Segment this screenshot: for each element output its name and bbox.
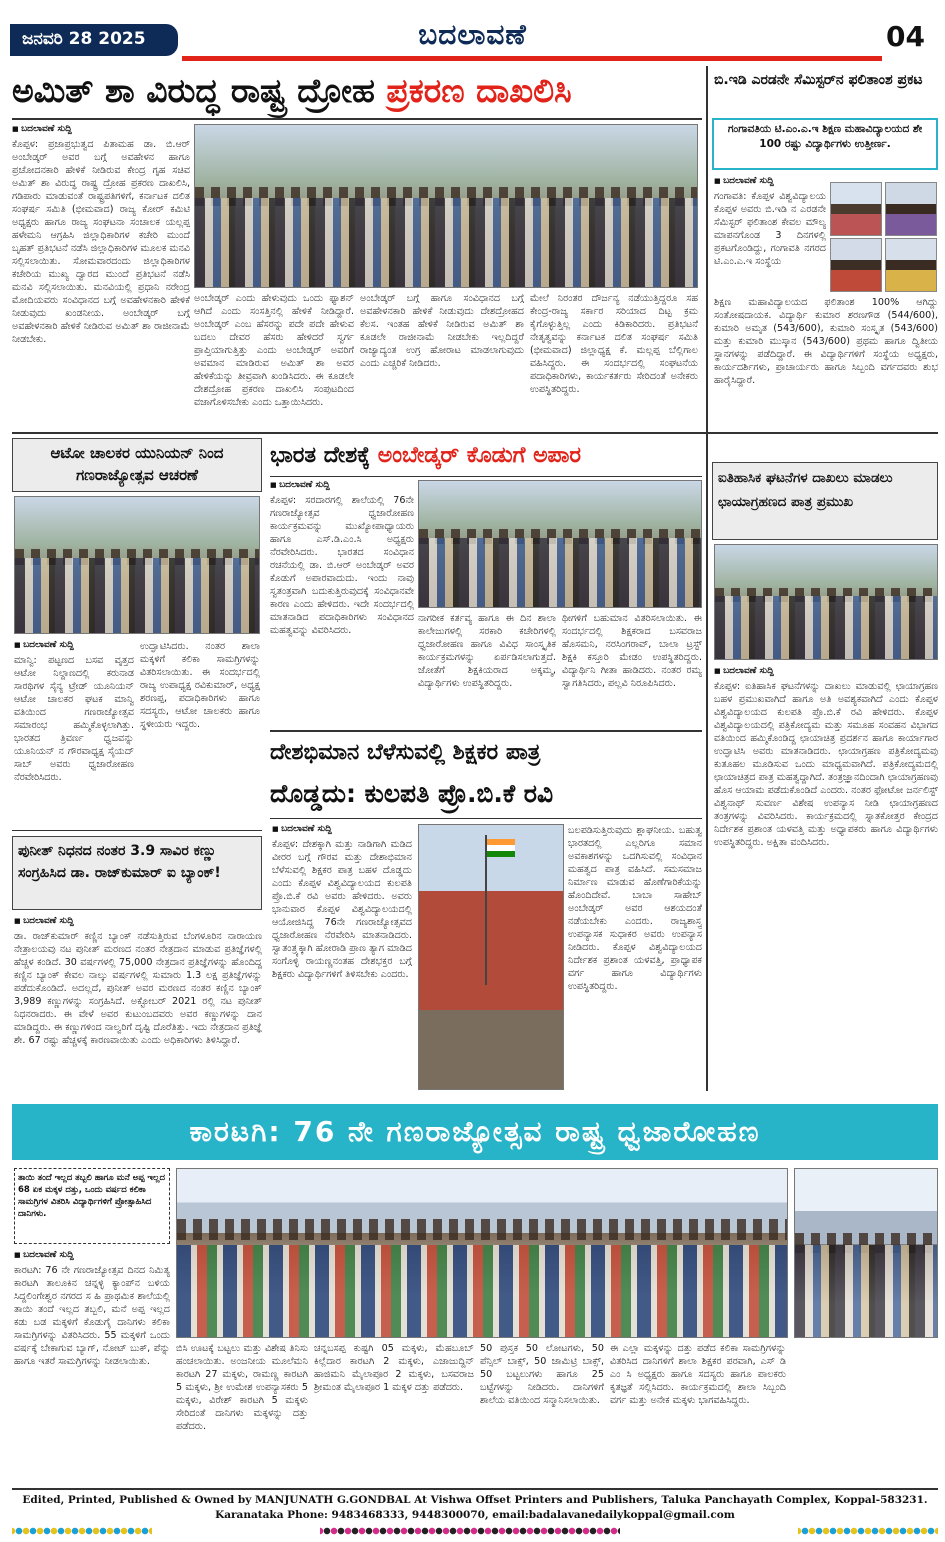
desh-headline-line1: ದೇಶಭಿಮಾನ ಬೆಳೆಸುವಲ್ಲಿ ಶಿಕ್ಷಕರ ಪಾತ್ರ xyxy=(270,740,541,765)
lead-col4: ಮೇಲೆ ನಿರಂತರ ದೌರ್ಜನ್ಯ ನಡೆಯುತ್ತಿದ್ದರೂ ಸಹ ಕೇಂದ್ರ-ರಾಜ್ಯ ಸರ್ಕಾರ ಸರಿಯಾದ ದಿಟ್ಟ ಕ್ರಮ ಕೈಗೊಳ್ಳುತ್ತಿಲ್ಲ ಎಂದು ಕಿಡಿಕಾರಿದರು. ಪ್ರತಿಭಟನೆ ನೇತೃತ್ವವನ್ನು ಕರ್ನಾಟಕ ದಲಿತ ಸಂಘರ್ಷ ಸಮಿತಿ (ಭೀಮವಾದ) ಜಿಲ್ಲಾಧ್ಯಕ್ಷ ಕೆ. ಮಲ್ಲಪ್ಪ ಬೆಲ್ಲಿಗಾಲ ವಹಿಸಿದ್ದರು. ಈ ಸಂದರ್ಭದಲ್ಲಿ ಸಂಘಟನೆಯ ಪದಾಧಿಕಾರಿಗಳು, ಕಾರ್ಯಕರ್ತರು ಸೇರಿದಂತೆ ಅನೇಕರು ಉಪಸ್ಥಿತರಿದ್ದರು. xyxy=(530,293,698,395)
lead-byline: ■ ಬದಲಾವಣೆ ಸುದ್ದಿ xyxy=(12,124,72,134)
lead-photo xyxy=(194,124,698,288)
karatagi-photo-main xyxy=(176,1168,788,1338)
student-photo-4 xyxy=(885,238,937,292)
masthead-title: ಬದಲಾವಣೆ xyxy=(418,18,527,51)
bed-student-photos xyxy=(830,182,938,292)
bed-body-top: ಗಂಗಾವತಿ: ಕೊಪ್ಪಳ ವಿಶ್ವವಿದ್ಯಾಲಯ ಕೊಪ್ಪಳ ಅವರು ಬಿ.ಇಡಿ ನ ಎರಡನೇ ಸೆಮಿಸ್ಟರ್ ಫಲಿತಾಂಶ ಕೇವಲ ಮೌಲ್ಯ ಮಾಪನಗೊಂಡ 3 ದಿನಗಳಲ್ಲಿ ಪ್ರಕಟಗೊಂಡಿದ್ದು, ಗಂಗಾವತಿ ನಗರದ ಟಿ.ಎಂ.ಎ.ಇ ಸಂಸ್ಥೆಯ xyxy=(714,191,826,267)
registration-dots-mid xyxy=(320,1526,620,1536)
ambedkar-col2: ನಾಗರೀಕ ಕರ್ತವ್ಯ ಹಾಗೂ ಈ ದಿನ ಶಾಲಾ ಕಾಲೇಜುಗಳಲ್ಲಿ ಸರಕಾರಿ ಕಚೇರಿಗಳಲ್ಲಿ ಧ್ವಜಾರೋಹಣ ಹಾಗೂ ವಿವಿಧ ಸಾಂಸ್ಕೃತಿಕ ಕಾರ್ಯಕ್ರಮಗಳನ್ನು ಏರ್ಪಡಿಸಲಾಗುತ್ತದೆ. ಜೋತೆಗೆ ಶಿಕ್ಷಕಿಯರಾದ ಅಕ್ಕಮ್ಮ, ವಿದ್ಯಾರ್ಥಿಗಳು ಉಪಸ್ಥಿತರಿದ್ದರು. xyxy=(418,613,556,689)
karatagi-photo-side xyxy=(794,1168,938,1338)
history-headline: ಐತಿಹಾಸಿಕ ಘಟನೆಗಳ ದಾಖಲು ಮಾಡಲು ಛಾಯಾಗ್ರಹಣದ ಪಾತ್ರ ಪ್ರಮುಖ xyxy=(718,470,893,510)
ambedkar-headline-red: ಅಂಬೇಡ್ಕರ್ ಕೊಡುಗೆ ಅಪಾರ xyxy=(377,443,582,468)
lead-headline-black: ಅಮಿತ್ ಶಾ ವಿರುದ್ಧ ರಾಷ್ಟ್ರ ದ್ರೋಹ xyxy=(12,71,375,110)
student-photo-1 xyxy=(830,182,882,236)
puneeth-byline: ■ ಬದಲಾವಣೆ ಸುದ್ದಿ xyxy=(14,916,74,926)
karatagi-col2: ಬಿಸಿ ಊಟಕ್ಕೆ ಬಟ್ಟಲು ಮತ್ತು ವಿಶೇಷ ತಿನಿಸು ಹಂಚಲಾಯಿತು. ಅಂಜನೀಯ ಮೂಲೆಮನಿ ಕಾರಟಗಿ 27 ಮಕ್ಕಳು, ರಾಮಣ್ಣ ಕಾರಟಗಿ 5 ಮಕ್ಕಳು, ಶ್ರೀ ಉಮೇಶ ಉಪನ್ಯಾಸಕರು 5 ಮಕ್ಕಳು, ವಿರೇಶ್ ಕಾರಟಗಿ 5 ಮಕ್ಕಳು ಸೇರಿದಂತೆ ದಾನಿಗಳು ಮಕ್ಕಳನ್ನು ದತ್ತು ಪಡೆದರು. xyxy=(176,1343,308,1432)
bed-teaser: ಗಂಗಾವತಿಯ ಟಿ.ಎಂ.ಎ.ಇ ಶಿಕ್ಷಣ ಮಹಾವಿದ್ಯಾಲಯದ ಶೇ 100 ರಷ್ಟು ವಿದ್ಯಾರ್ಥಿಗಳು ಉತ್ತೀರ್ಣ. xyxy=(727,123,923,150)
auto-headline: ಆಟೋ ಚಾಲಕರ ಯುನಿಯನ್‌ ನಿಂದ ಗಣರಾಜ್ಯೋತ್ಸವ ಆಚರಣೆ xyxy=(50,444,224,484)
desh-headline-line2: ದೊಡ್ಡದು: ಕುಲಪತಿ ಪ್ರೊ.ಬಿ.ಕೆ ರವಿ xyxy=(270,779,554,808)
karatagi-col3: ಚನ್ನಬಸಪ್ಪ ಕುಷ್ಟಗಿ 05 ಮಕ್ಕಳು, ಮೆಹಬೂಬ್ ಕಿಲ್ಲೆದಾರ ಕಾರಟಗಿ 2 ಮಕ್ಕಳು, ಎಜಾಜುದ್ದಿನ್ ಹಾಜಿಮನಿ ಮೈಲಾಪೂರ 2 ಮಕ್ಕಳು, ಬಸವರಾಜ ಶ್ರೀಮಂತ ಮೈಲಾಪೂರ 1 ಮಕ್ಕಳ ದತ್ತು ಪಡೆದರು. xyxy=(314,1343,474,1393)
history-photo xyxy=(714,544,938,660)
ambedkar-headline xyxy=(270,438,702,476)
auto-col1: ಮಾನ್ವಿ: ಪಟ್ಟಣದ ಬಸವ ವೃತ್ತದ ಆಟೋ ನಿಲ್ದಾಣದಲ್ಲಿ ಕರುನಾಡ ಸಾರಥಿಗಳ ಸೈನ್ಯ ಟ್ರೇಡ್ ಯೂನಿಯನ್ ಆಟೋ ಚಾಲಕರ ಘಟಕ ಮಾನ್ವಿ ವತಿಯಿಂದ ಗಣರಾಜ್ಯೋತ್ಸವ ಸಮಾರಂಭ ಹಮ್ಮಿಕೊಳ್ಳಲಾಗಿತ್ತು. ಭಾರತದ ತ್ರಿವರ್ಣ ಧ್ವಜವನ್ನು ಯೂನಿಯನ್ ನ ಗೌರವಾಧ್ಯಕ್ಷ ಸೈಯದ್ ಸಾಬ್ ಅವರು ಧ್ವಜಾರೋಹಣ ನೆರವೇರಿಸಿದರು. xyxy=(14,655,134,783)
auto-col2: ಉದ್ಘಾಟಿಸಿದರು. ನಂತರ ಶಾಲಾ ಮಕ್ಕಳಿಗೆ ಕಲಿಕಾ ಸಾಮಗ್ರಿಗಳನ್ನು ವಿತರಿಸಲಾಯಿತು. ಈ ಸಂದರ್ಭದಲ್ಲಿ ರಾಜ್ಯ ಉಪಾಧ್ಯಕ್ಷ ರವಿಕುಮಾರ್, ಅಧ್ಯಕ್ಷ ಶರಣಪ್ಪ, ಪದಾಧಿಕಾರಿಗಳು ಹಾಗೂ ಸದಸ್ಯರು, ಆಟೋ ಚಾಲಕರು ಹಾಗೂ ಸ್ಥಳೀಯರು ಇದ್ದರು. xyxy=(140,641,260,730)
history-byline: ■ ಬದಲಾವಣೆ ಸುದ್ದಿ xyxy=(714,666,774,676)
karatagi-col5: ಈ ಎಲ್ಲಾ ಮಕ್ಕಳನ್ನು ದತ್ತು ಪಡೆದ ಕಲಿಕಾ ಸಾಮಗ್ರಿಗಳನ್ನು ವಿತರಿಸಿದ ದಾನಿಗಳಿಗೆ ಶಾಲಾ ಶಿಕ್ಷಕರ ಪರವಾಗಿ, ಎಸ್ ಡಿ ಎಂ ಸಿ ಅಧ್ಯಕ್ಷರು ಹಾಗೂ ಸದಸ್ಯರು ಹಾಗೂ ಪಾಲಕರು ಕೃತಜ್ಞತೆ ಸಲ್ಲಿಸಿದರು. ಕಾರ್ಯಕ್ರಮದಲ್ಲಿ ಶಾಲಾ ಸಿಬ್ಬಂದಿ ವರ್ಗ ಮತ್ತು ಅನೇಕ ಮಕ್ಕಳು ಭಾಗವಹಿಸಿದ್ದರು. xyxy=(610,1343,786,1406)
karatagi-byline: ■ ಬದಲಾವಣೆ ಸುದ್ದಿ xyxy=(14,1250,74,1260)
desh-col1: ಕೊಪ್ಪಳ: ದೇಶಕ್ಕಾಗಿ ಮತ್ತು ನಾಡಿಗಾಗಿ ಮಡಿದ ವೀರರ ಬಗ್ಗೆ ಗೌರವ ಮತ್ತು ದೇಶಾಭಿಮಾನ ಬೆಳೆಸುವಲ್ಲಿ ಶಿಕ್ಷಕರ ಪಾತ್ರ ಬಹಳ ದೊಡ್ಡದು ಎಂದು ಕೊಪ್ಪಳ ವಿಶ್ವವಿದ್ಯಾಲಯದ ಕುಲಪತಿ ಪ್ರೊ.ಬಿ.ಕೆ ರವಿ ಅವರು ಹೇಳಿದರು. ಅವರು ಭಾನುವಾರ ಕೊಪ್ಪಳ ವಿಶ್ವವಿದ್ಯಾಲಯದಲ್ಲಿ ಆಯೋಜಿಸಿದ್ದ 76ನೇ ಗಣರಾಜ್ಯೋತ್ಸವದ ಧ್ವಜಾರೋಹಣ ನೆರವೇರಿಸಿ ಮಾತನಾಡಿದರು. ಸ್ವಾತಂತ್ರ್ಯಕ್ಕಾಗಿ ಹೋರಾಡಿ ಪ್ರಾಣ ತ್ಯಾಗ ಮಾಡಿದ ಸಂಗೊಳ್ಳಿ ರಾಯಣ್ಣನಂತಹ ದೇಶಭಕ್ತರ ಬಗ್ಗೆ ಶಿಕ್ಷಕರು ವಿದ್ಯಾರ್ಥಿಗಳಿಗೆ ತಿಳಿಸಬೇಕು ಎಂದರು. xyxy=(272,839,412,980)
lead-col3: ಅಂಬೇಡ್ಕರ್ ಬಗ್ಗೆ ಹಾಗೂ ಸಂವಿಧಾನದ ಬಗ್ಗೆ ಅವಹೇಳನಕಾರಿ ಹೇಳಿಕೆ ನೀಡುವುದು ದೇಶದ್ರೋಹದ ಕೆಲಸ. ಇಂತಹ ಹೇಳಿಕೆ ನೀಡಿರುವ ಅಮಿತ್ ಶಾ ಕೂಡಲೇ ರಾಜೀನಾಮೆ ನೀಡಬೇಕು ಇಲ್ಲದಿದ್ದರೆ ರಾಜ್ಯಾದ್ಯಂತ ಉಗ್ರ ಹೋರಾಟ ಮಾಡಲಾಗುವುದು ಎಂದು ಎಚ್ಚರಿಕೆ ನೀಡಿದರು. xyxy=(360,293,524,369)
karatagi-callout: ತಾಯಿ ತಂದೆ ಇಲ್ಲದ ತಬ್ಬಲಿ ಹಾಗೂ ಮನೆ ಅಪ್ಪ ಇಲ್ಲದ 68 ಏಕ ಮಕ್ಕಳ ದತ್ತು, ಒಂದು ವರ್ಷದ ಕಲಿಕಾ ಸಾಮಗ್ರಿಗಳ ವಿತರಿಸಿ ವಿದ್ಯಾರ್ಥಿಗಳಿಗೆ ಪ್ರೋತ್ಸಾಹಿಸಿದ ದಾನಿಗಳು. xyxy=(18,1173,165,1219)
karatagi-banner-text: ಕಾರಟಗಿ: 76 ನೇ ಗಣರಾಜ್ಯೋತ್ಸವ ರಾಷ್ಟ್ರ ಧ್ವಜಾರೋಹಣ xyxy=(189,1115,761,1148)
vertical-divider xyxy=(706,66,708,1091)
footer-line2: Karanataka Phone: 9483468333, 9448300070, email:badalavanedailykoppal@gmail.com xyxy=(215,1509,735,1521)
puneeth-headline: ಪುನೀತ್ ನಿಧನದ ನಂತರ 3.9 ಸಾವಿರ ಕಣ್ಣು ಸಂಗ್ರಹಿಸಿದ ಡಾ. ರಾಜ್‌ಕುಮಾರ್ ಐ ಬ್ಯಾಂಕ್! xyxy=(18,843,221,881)
masthead xyxy=(0,0,945,62)
lead-col1: ಕೊಪ್ಪಳ: ಪ್ರಜಾಪ್ರಭುತ್ವದ ಪಿತಾಮಹ ಡಾ. ಬಿ.ಆರ್ ಅಂಬೇಡ್ಕರ್ ಅವರ ಬಗ್ಗೆ ಅವಹೇಳನ ಹಾಗೂ ಪ್ರಚೋದನಕಾರಿ ಹೇಳಿಕೆ ನೀಡಿರುವ ಕೇಂದ್ರ ಗೃಹ ಸಚಿವ ಅಮಿತ್ ಶಾ ವಿರುದ್ಧ ರಾಷ್ಟ್ರ ದ್ರೋಹ ಪ್ರಕರಣ ದಾಖಲಿಸಿ, ಗಡಿಪಾರು ಮಾಡುವಂತೆ ರಾಷ್ಟ್ರಪತಿಗಳಿಗೆ, ಕರ್ನಾಟಕ ದಲಿತ ಸಂಘರ್ಷ ಸಮಿತಿ (ಭೀಮವಾದ) ರಾಜ್ಯ ಕೋರ್ ಕಮಿಟಿ ಅಧ್ಯಕ್ಷರು ಹಾಗೂ ರಾಜ್ಯ ಸಂಘಟನಾ ಸಂಚಾಲಕ ಯಲ್ಲಪ್ಪ ಹಳೇಮನಿ ಆಗ್ರಹಿಸಿ ಜಿಲ್ಲಾಧಿಕಾರಿಗಳ ಕಚೇರಿ ಮುಂದೆ ಬೃಹತ್ ಪ್ರತಿಭಟನೆ ನಡೆಸಿ ಜಿಲ್ಲಾಧಿಕಾರಿಗಳ ಮೂಲಕ ಮನವಿ ಸಲ್ಲಿಸಲಾಯಿತು. ಸೋಮವಾರದಂದು ಜಿಲ್ಲಾಧಿಕಾರಿಗಳ ಕಚೇರಿಯ ಮುಖ್ಯ ದ್ವಾರದ ಮುಂದೆ ಪ್ರತಿಭಟನೆ ನಡೆಸಿ ಮನವಿ ಸಲ್ಲಿಸಲಾಯಿತು. ಮನವಿಯಲ್ಲಿ ಪ್ರಧಾನಿ ನರೇಂದ್ರ ಮೋದಿಯವರು ಸಂವಿಧಾನದ ಬಗ್ಗೆ ಅವಹೇಳನಕಾರಿ ಹೇಳಿಕೆ ನೀಡುವುದು ಖಂಡನೀಯ. ಅಂಬೇಡ್ಕರ್ ಬಗ್ಗೆ ಅವಹೇಳನಕಾರಿ ಹೇಳಿಕೆ ನೀಡಿರುವ ಅಮಿತ್ ಶಾ ರಾಜೀನಾಮೆ ನೀಡಬೇಕು. xyxy=(12,139,190,345)
registration-dots-right xyxy=(798,1526,938,1536)
student-photo-2 xyxy=(885,182,937,236)
lead-headline xyxy=(12,66,702,118)
page-number: 04 xyxy=(886,20,925,53)
registration-dots-left xyxy=(12,1526,152,1536)
ambedkar-col3: ಥೀಗಳಿಗೆ ಬಹುಮಾನ ವಿತರಿಸಲಾಯಿತು. ಈ ಸಂದರ್ಭದಲ್ಲಿ ಶಿಕ್ಷಕರಾದ ಬಸವರಾಜ ಹೊಸಮನಿ, ನರಸಿಂಗರಾವ್, ಬಾಲಾ ಟ್ರಸ್ಟ್ ಶಿಕ್ಷಕಿ ಕಸ್ತೂರಿ ಮೇಡಂ ಉಪಸ್ಥಿತರಿದ್ದರು. ವಿದ್ಯಾರ್ಥಿನಿ ಗೀತಾ ಹಾಡಿದರು. ನಂತರ ರಮ್ಯ ಸ್ವಾಗತಿಸಿದರು, ಪಲ್ಲವಿ ನಿರೂಪಿಸಿದರು. xyxy=(562,613,702,689)
ambedkar-byline: ■ ಬದಲಾವಣೆ ಸುದ್ದಿ xyxy=(270,480,330,490)
karatagi-col1: ಕಾರಟಗಿ: 76 ನೇ ಗಣರಾಜ್ಯೋತ್ಸವ ದಿನದ ನಿಮಿತ್ಯ ಕಾರಟಗಿ ತಾಲೂಕಿನ ಚನ್ನಳ್ಳಿ ಕ್ಯಾಂಪ್‌ನ ಬಳಿಯ ಸಿದ್ದಲಿಂಗೇಶ್ವರ ನಗರದ ಸ ಹಿ ಪ್ರಾಥಮಿಕ ಶಾಲೆಯಲ್ಲಿ ತಾಯಿ ತಂದೆ ಇಲ್ಲದ ತಬ್ಬಲಿ, ಮನೆ ಅಪ್ಪ ಇಲ್ಲದ ಕಡು ಬಡ ಮಕ್ಕಳಿಗೆ ಕೊಡುಗೈ ದಾನಿಗಳು ಕಲಿಕಾ ಸಾಮಗ್ರಿಗಳನ್ನು ವಿತರಿಸಿದರು. 55 ಮಕ್ಕಳಿಗೆ ಒಂದು ವರ್ಷಕ್ಕೆ ಬೇಕಾಗುವ ಬ್ಯಾಗ್, ನೋಟ್ ಬುಕ್, ಪೆನ್ನು ಹಾಗೂ ಇತರೆ ಸಾಮಗ್ರಿಗಳನ್ನು ನೀಡಲಾಯಿತು. xyxy=(14,1265,170,1367)
footer-line1: Edited, Printed, Published & Owned by MANJUNATH G.GONDBAL At Vishwa Offset Printers and Publishers, Taluka Panchayath Complex, Koppal-583231. xyxy=(22,1494,928,1506)
desh-photo xyxy=(418,824,564,1090)
student-photo-3 xyxy=(830,238,882,292)
history-body: ಕೊಪ್ಪಳ: ಐತಿಹಾಸಿಕ ಘಟನೆಗಳನ್ನು ದಾಖಲು ಮಾಡುವಲ್ಲಿ ಛಾಯಾಗ್ರಹಣ ಬಹಳ ಪ್ರಮುಖವಾಗಿದೆ ಹಾಗೂ ಅತಿ ಅವಶ್ಯಕವಾಗಿದೆ ಎಂದು ಕೊಪ್ಪಳ ವಿಶ್ವವಿದ್ಯಾಲಯದ ಕುಲಪತಿ ಪ್ರೊ.ಬಿ.ಕೆ ರವಿ ಹೇಳಿದರು. ಕೊಪ್ಪಳ ವಿಶ್ವವಿದ್ಯಾಲಯದಲ್ಲಿ ಪತ್ರಿಕೋದ್ಯಮ ಮತ್ತು ಸಮೂಹ ಸಂವಹನ ವಿಭಾಗದ ವತಿಯಿಂದ ಹಮ್ಮಿಕೊಂಡಿದ್ದ ಛಾಯಾಚಿತ್ರ ಪ್ರದರ್ಶನ ಹಾಗೂ ಕಾರ್ಯಾಗಾರ ಉದ್ಘಾಟಿಸಿ ಅವರು ಮಾತನಾಡಿದರು. ಛಾಯಾಗ್ರಹಣ ಪತ್ರಿಕೋದ್ಯಮವು ಕುತೂಹಲ ಮೂಡಿಸುವ ಒಂದು ಮಾಧ್ಯಮವಾಗಿದೆ. ಪತ್ರಿಕೋದ್ಯಮದಲ್ಲಿ ಛಾಯಾಚಿತ್ರದ ಪಾತ್ರ ಮಹತ್ವದ್ದಾಗಿದೆ. ತಂತ್ರಜ್ಞಾನದಿಂದಾಗಿ ಛಾಯಾಗ್ರಹಣವು ಹೊಸ ಆಯಾಮ ಪಡೆದುಕೊಂಡಿದೆ ಎಂದರು. ನಂತರ ಫೋಟೋ ಜರ್ನಲಿಸ್ಟ್ ವಿಶ್ವನಾಥ್ ಸುವರ್ಣ ವಿಶೇಷ ಉಪನ್ಯಾಸ ನೀಡಿ ಛಾಯಾಗ್ರಹಣದ ತಂತ್ರಗಳನ್ನು ವಿವರಿಸಿದರು. ಕಾರ್ಯಕ್ರಮದಲ್ಲಿ ಸ್ನಾತಕೋತ್ತರ ಕೇಂದ್ರದ ನಿರ್ದೇಶಕ ಪ್ರಶಾಂತ ಯಳವತ್ತಿ ಮತ್ತು ಅಧ್ಯಾಪಕರು ಹಾಗೂ ವಿದ್ಯಾರ್ಥಿಗಳು ಉಪಸ್ಥಿತರಿದ್ದರು. ಅಕ್ಷಿತಾ ವಂದಿಸಿದರು. xyxy=(714,681,938,848)
masthead-red-rule xyxy=(182,56,882,61)
auto-photo xyxy=(14,496,260,634)
desh-col2: ಬಲಪಡಿಸುತ್ತಿರುವುದು ಶ್ಲಾಘನೀಯ. ಬಹುತ್ವ ಭಾರತದಲ್ಲಿ ಎಲ್ಲರಿಗೂ ಸಮಾನ ಅವಕಾಶಗಳನ್ನು ಒದಗಿಸುವಲ್ಲಿ ಸಂವಿಧಾನ ಮಹತ್ವದ ಪಾತ್ರ ವಹಿಸಿದೆ. ಸಮಸಮಾಜ ನಿರ್ಮಾಣ ಮಾಡುವ ಹೊಣೆಗಾರಿಕೆಯನ್ನು ಹೊಂದಿದೇವೆ. ಬಾಬಾ ಸಾಹೇಬ್ ಅಂಬೇಡ್ಕರ್ ಅವರ ಆಶಯದಂತೆ ನಡೆಯಬೇಕು ಎಂದರು. ರಾಜ್ಯಶಾಸ್ತ್ರ ಉಪನ್ಯಾಸಕ ಸುಧಾಕರ ಅವರು ಉಪನ್ಯಾಸ ನೀಡಿದರು. ಕೊಪ್ಪಳ ವಿಶ್ವವಿದ್ಯಾಲಯದ ನಿರ್ದೇಶಕ ಪ್ರಶಾಂತ ಯಳವತ್ತಿ, ಪ್ರಾಧ್ಯಾಪಕ ವರ್ಗ ಹಾಗೂ ವಿದ್ಯಾರ್ಥಿಗಳು ಉಪಸ್ಥಿತರಿದ್ದರು. xyxy=(568,825,702,992)
flag-icon xyxy=(485,835,487,985)
auto-byline: ■ ಬದಲಾವಣೆ ಸುದ್ದಿ xyxy=(14,640,74,650)
ambedkar-photo xyxy=(418,480,702,608)
ambedkar-headline-black: ಭಾರತ ದೇಶಕ್ಕೆ xyxy=(270,443,371,468)
desh-byline: ■ ಬದಲಾವಣೆ ಸುದ್ದಿ xyxy=(272,824,332,834)
bed-body-bottom: ಶಿಕ್ಷಣ ಮಹಾವಿದ್ಯಾಲಯದ ಫಲಿತಾಂಶ 100% ಆಗಿದ್ದು ಸಂತೋಷದಾಯಕ. ವಿದ್ಯಾರ್ಥಿ ಕುಮಾರ ಶರಣಗೌಡ (544/600), ಕುಮಾರಿ ಅಮೃತ (543/600), ಕುಮಾರಿ ಸಂಸ್ಕೃತ (543/600) ಮತ್ತು ಕುಮಾರಿ ಮುಸ್ಕಾನ (543/600) ಪ್ರಥಮ ಹಾಗೂ ದ್ವಿತೀಯ ಸ್ಥಾನಗಳನ್ನು ಪಡೆದಿದ್ದಾರೆ. ಈ ವಿದ್ಯಾರ್ಥಿಗಳಿಗೆ ಸಂಸ್ಥೆಯ ಅಧ್ಯಕ್ಷರು, ಕಾರ್ಯದರ್ಶಿಗಳು, ಪ್ರಾಚಾರ್ಯರು ಹಾಗೂ ಸಿಬ್ಬಂದಿ ವರ್ಗದವರು ಶುಭ ಹಾರೈಸಿದ್ದಾರೆ. xyxy=(714,297,938,386)
date-text: ಜನವರಿ 28 2025 xyxy=(22,29,146,49)
bed-byline: ■ ಬದಲಾವಣೆ ಸುದ್ದಿ xyxy=(714,176,774,186)
bed-headline: ಬಿ.ಇಡಿ ಎರಡನೇ ಸೆಮಿಸ್ಟರ್‌ನ ಫಲಿತಾಂಶ ಪ್ರಕಟ xyxy=(714,72,923,88)
lead-col2: ಅಂಬೇಡ್ಕರ್ ಎಂದು ಹೇಳುವುದು ಒಂದು ಫ್ಯಾಶನ್ ಆಗಿದೆ ಎಂದು ಸಂಸತ್ತಿನಲ್ಲಿ ಹೇಳಿಕೆ ನೀಡಿದ್ದಾರೆ. ಅಂಬೇಡ್ಕರ್ ಎಂಬ ಹೆಸರನ್ನು ಪದೇ ಪದೇ ಹೇಳುವ ಬದಲು ದೇವರ ಹೆಸರು ಹೇಳಿದರೆ ಸ್ವರ್ಗ ಪ್ರಾಪ್ತಿಯಾಗುತ್ತಿತ್ತು ಎಂದು ಅಂಬೇಡ್ಕರ್ ಅವರಿಗೆ ಅವಮಾನ ಮಾಡಿರುವ ಅಮಿತ್ ಶಾ ಅವರ ಹೇಳಿಕೆಯನ್ನು ತೀವ್ರವಾಗಿ ಖಂಡಿಸಿದರು. ಈ ಕೂಡಲೇ ದೇಶದ್ರೋಹ ಪ್ರಕರಣ ದಾಖಲಿಸಿ ಸಂಪುಟದಿಂದ ವಜಾಗೊಳಿಸಬೇಕು ಎಂದು ಒತ್ತಾಯಿಸಿದರು. xyxy=(194,293,354,408)
ambedkar-col1: ಕೊಪ್ಪಳ: ಸರದಾರಗಲ್ಲಿ ಶಾಲೆಯಲ್ಲಿ 76ನೇ ಗಣರಾಜ್ಯೋತ್ಸವ ಧ್ವಜಾರೋಹಣ ಕಾರ್ಯಕ್ರಮವನ್ನು ಮುಖ್ಯೋಪಾಧ್ಯಾಯರು ಹಾಗೂ ಎಸ್.ಡಿ.ಎಂ.ಸಿ ಅಧ್ಯಕ್ಷರು ನೆರವೇರಿಸಿದರು. ಭಾರತದ ಸಂವಿಧಾನ ರಚನೆಯಲ್ಲಿ ಡಾ. ಬಿ.ಆರ್ ಅಂಬೇಡ್ಕರ್ ಅವರ ಕೊಡುಗೆ ಅಪಾರವಾದುದು. ಇಂದು ನಾವು ಸ್ವತಂತ್ರವಾಗಿ ಬದುಕುತ್ತಿರುವುದಕ್ಕೆ ಸಂವಿಧಾನವೇ ಕಾರಣ ಎಂದು ಹೇಳಿದರು. ಇದೇ ಸಂದರ್ಭದಲ್ಲಿ ಮಾತನಾಡಿದ ಪದಾಧಿಕಾರಿಗಳು ಸಂವಿಧಾನದ ಮಹತ್ವವನ್ನು ವಿವರಿಸಿದರು. xyxy=(270,495,414,636)
puneeth-body: ಡಾ. ರಾಜ್‌ಕುಮಾರ್ ಕಣ್ಣಿನ ಬ್ಯಾಂಕ್ ನಡೆಸುತ್ತಿರುವ ಬೆಂಗಳೂರಿನ ನಾರಾಯಣ ನೇತ್ರಾಲಯವು ನಟ ಪುನೀತ್ ಮರಣದ ನಂತರ ನೇತ್ರದಾನ ಮಾಡುವ ಪ್ರತಿಜ್ಞೆಗಳಲ್ಲಿ ಹೆಚ್ಚಳ ಕಂಡಿದೆ. 30 ವರ್ಷಗಳಲ್ಲಿ 75,000 ನೇತ್ರದಾನ ಪ್ರತಿಜ್ಞೆಗಳನ್ನು ಹೊಂದಿದ್ದ ಕಣ್ಣಿನ ಬ್ಯಾಂಕ್ ಕೇವಲ ನಾಲ್ಕು ವರ್ಷಗಳಲ್ಲಿ ಸುಮಾರು 1.3 ಲಕ್ಷ ಪ್ರತಿಜ್ಞೆಗಳನ್ನು ಪಡೆದುಕೊಂಡಿದೆ. ಅದಲ್ಲದೆ, ಪುನೀತ್ ಅವರ ಮರಣದ ನಂತರ ಕಣ್ಣಿನ ಬ್ಯಾಂಕ್ 3,989 ಕಣ್ಣುಗಳನ್ನು ಸಂಗ್ರಹಿಸಿದೆ. ಅಕ್ಟೋಬರ್ 2021 ರಲ್ಲಿ ನಟ ಪುನೀತ್ ನಿಧನರಾದರು. ಈ ವೇಳೆ ಅವರ ಕುಟುಂಬದವರು ಅವರ ಕಣ್ಣುಗಳನ್ನು ದಾನ ಮಾಡಿದ್ದರು. ಈ ಕಣ್ಣುಗಳಿಂದ ನಾಲ್ವರಿಗೆ ದೃಷ್ಟಿ ದೊರೆತಿತ್ತು. ಇದು ನೇತ್ರದಾನ ಪ್ರತಿಜ್ಞೆ ಶೇ. 67 ರಷ್ಟು ಹೆಚ್ಚಳಕ್ಕೆ ಕಾರಣವಾಯಿತು ಎಂದು ಅಧಿಕಾರಿಗಳು ತಿಳಿಸಿದ್ದಾರೆ. xyxy=(14,931,262,1046)
lead-headline-red: ಪ್ರಕರಣ ದಾಖಲಿಸಿ xyxy=(386,71,572,110)
karatagi-col4: 50 ಪುಸ್ತಕ 50 ಲೋಟಗಳು, 50 ಪೆನ್ಸಿಲ್ ಬಾಕ್ಸ್, 50 ಜಾಮಿಟ್ರಿ ಬಾಕ್ಸ್, 50 ಬಟ್ಟಲುಗಳು ಹಾಗೂ 25 ಬಟ್ಟೆಗಳನ್ನು ನೀಡಿದರು. ದಾನಿಗಳಿಗೆ ಶಾಲೆಯ ವತಿಯಿಂದ ಸನ್ಮಾನಿಸಲಾಯಿತು. xyxy=(480,1343,604,1406)
